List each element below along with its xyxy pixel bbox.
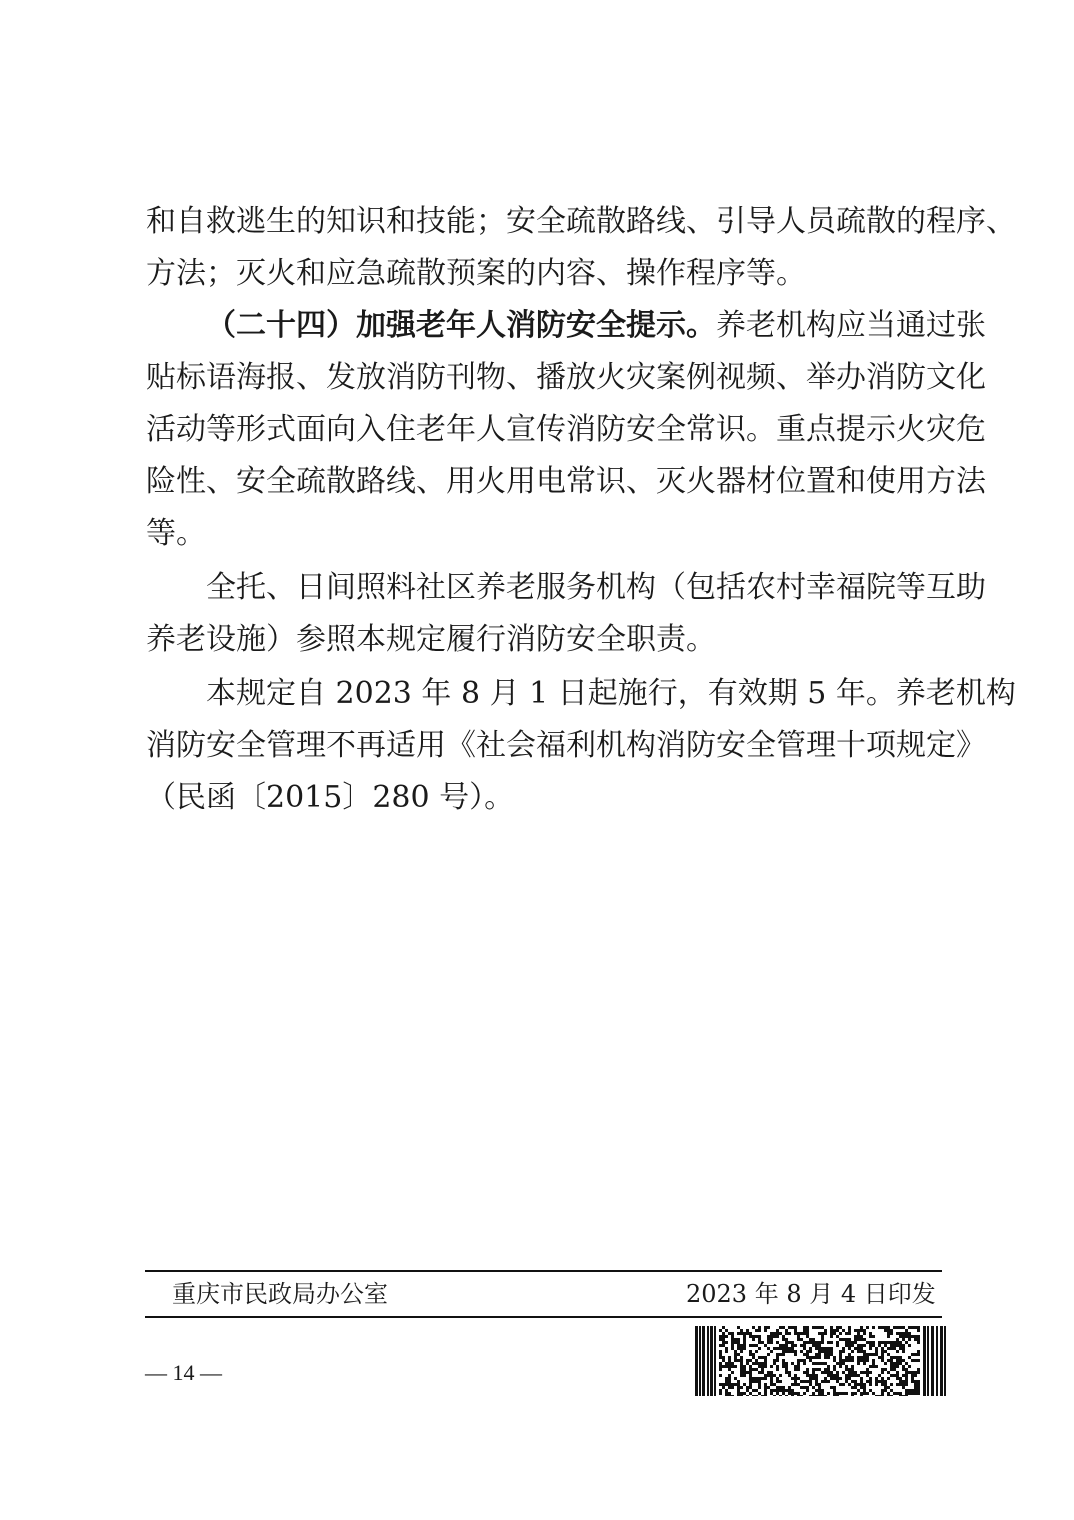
body-line: 全托、日间照料社区养老服务机构（包括农村幸福院等互助 — [206, 570, 986, 605]
issuer-name: 重庆市民政局办公室 — [172, 1280, 388, 1308]
footer-bottom-rule — [145, 1316, 942, 1318]
body-line: 和自救逃生的知识和技能；安全疏散路线、引导人员疏散的程序、 — [146, 204, 1016, 239]
body-line: （民函〔2015〕280 号）。 — [146, 780, 515, 815]
body-line: 险性、安全疏散路线、用火用电常识、灭火器材位置和使用方法 — [146, 464, 986, 499]
page-number: — 14 — — [145, 1360, 222, 1385]
body-line — [206, 306, 986, 346]
body-line: 方法；灭火和应急疏散预案的内容、操作程序等。 — [146, 256, 806, 291]
body-line: 等。 — [146, 516, 206, 551]
body-line: 养老设施）参照本规定履行消防安全职责。 — [146, 622, 716, 657]
body-line: 活动等形式面向入住老年人宣传消防安全常识。重点提示火灾危 — [146, 412, 986, 447]
body-line: 贴标语海报、发放消防刊物、播放火灾案例视频、举办消防文化 — [146, 360, 986, 395]
barcode-icon — [695, 1326, 947, 1396]
body-text: 养老机构应当通过张 — [716, 308, 986, 343]
footer-top-rule — [145, 1270, 942, 1272]
body-line: 消防安全管理不再适用《社会福利机构消防安全管理十项规定》 — [146, 728, 986, 763]
print-date: 2023 年 8 月 4 日印发 — [686, 1280, 936, 1308]
body-line: 本规定自 2023 年 8 月 1 日起施行，有效期 5 年。养老机构 — [206, 676, 1016, 711]
section-heading: （二十四）加强老年人消防安全提示。 — [206, 308, 716, 343]
